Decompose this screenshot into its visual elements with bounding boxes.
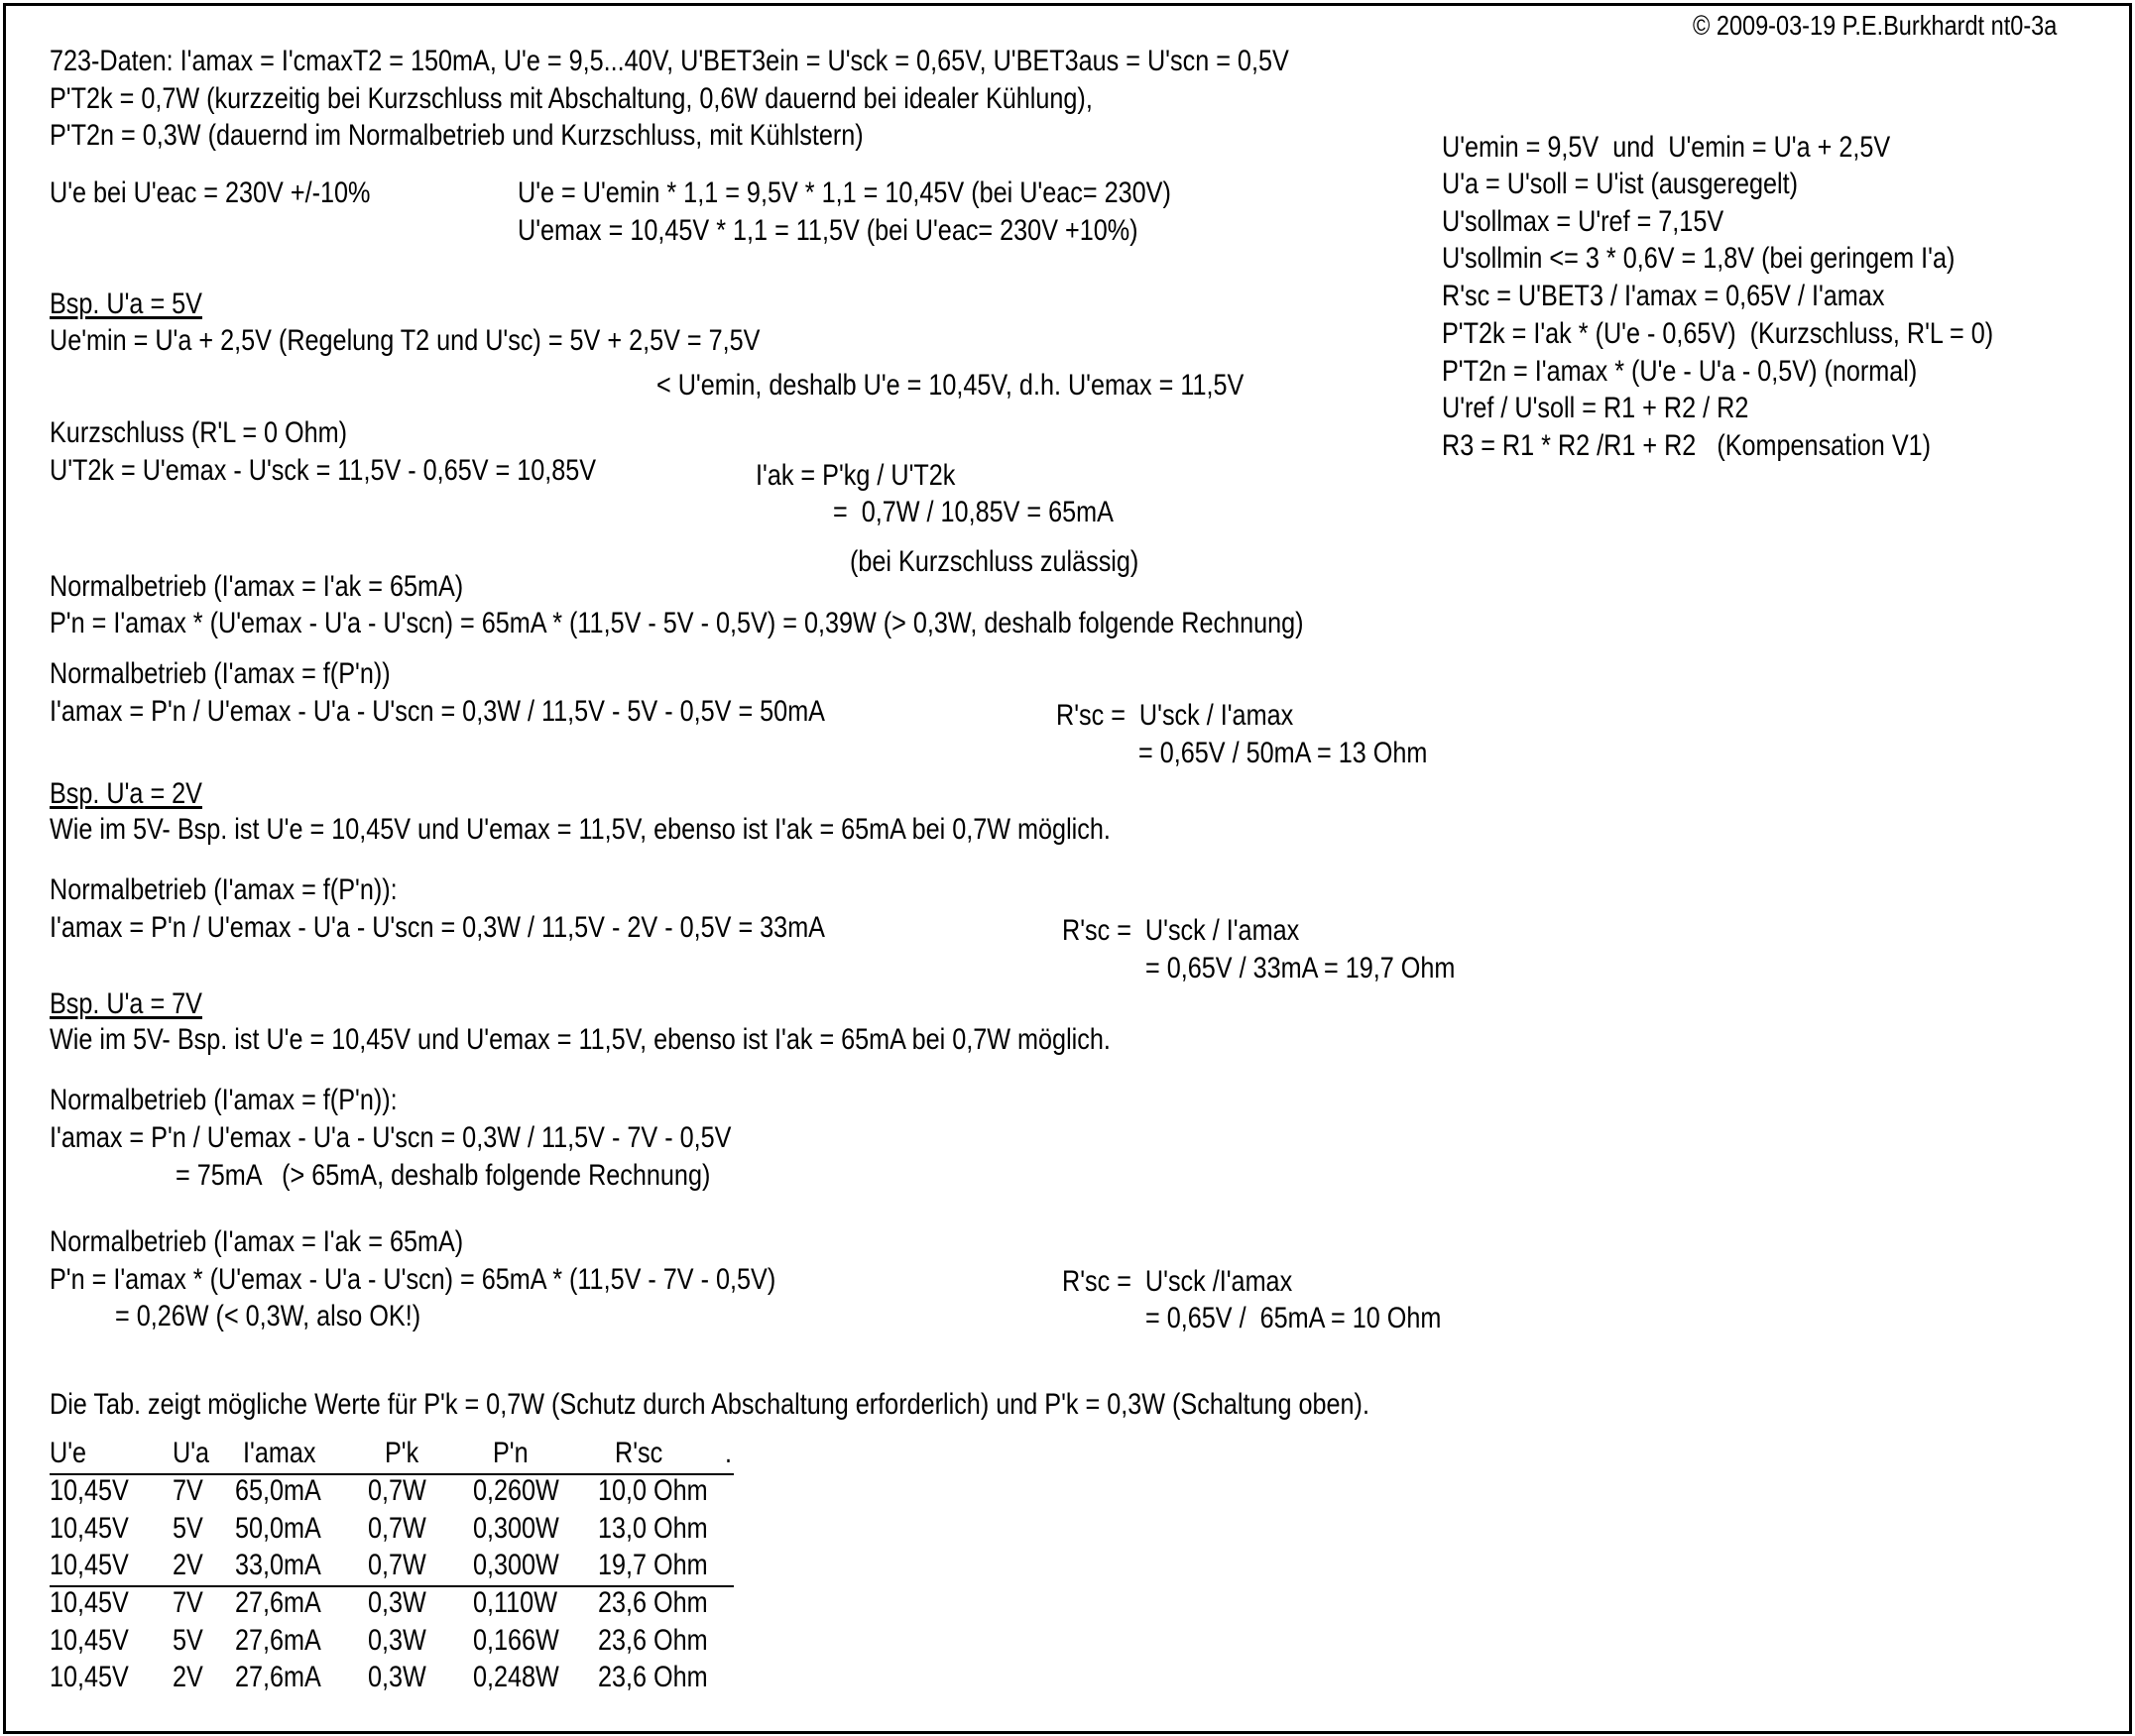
table-cell: 2V [173, 1549, 203, 1581]
table-header-cell: U'e [50, 1437, 87, 1469]
table-cell: 5V [173, 1624, 203, 1657]
ue-calc-label: U'e bei U'eac = 230V +/-10% [50, 176, 371, 209]
table-cell: 65,0mA [235, 1474, 321, 1507]
example-5v-normal1-heading: Normalbetrieb (I'amax = I'ak = 65mA) [50, 570, 464, 603]
table-cell: 0,300W [473, 1512, 559, 1545]
sidebar-line: U'sollmax = U'ref = 7,15V [1442, 205, 1724, 238]
table-header-cell: P'k [385, 1437, 419, 1469]
table-cell: 5V [173, 1512, 203, 1545]
ue-calc-line-1: U'e = U'emin * 1,1 = 9,5V * 1,1 = 10,45V (bei U'eac= 230V) [518, 176, 1171, 209]
table-cell: 0,3W [368, 1624, 426, 1657]
table-cell: 2V [173, 1661, 203, 1693]
example-5v-uemin-note: < U'emin, deshalb U'e = 10,45V, d.h. U'emax = 11,5V [656, 369, 1245, 402]
example-7v-rsc-1: R'sc = U'sck /I'amax [1062, 1265, 1293, 1298]
ue-calc-line-2: U'emax = 10,45V * 1,1 = 11,5V (bei U'eac= 230V +10%) [518, 214, 1138, 247]
example-7v-normal2-heading: Normalbetrieb (I'amax = I'ak = 65mA) [50, 1225, 464, 1258]
example-2v-heading: Bsp. U'a = 2V [50, 777, 202, 810]
example-2v-note: Wie im 5V- Bsp. ist U'e = 10,45V und U'emax = 11,5V, ebenso ist I'ak = 65mA bei 0,7W möglich. [50, 813, 1111, 846]
example-5v-normal2-heading: Normalbetrieb (I'amax = f(P'n)) [50, 657, 391, 690]
example-7v-normal1-heading: Normalbetrieb (I'amax = f(P'n)): [50, 1084, 398, 1116]
example-2v-rsc-1: R'sc = U'sck / I'amax [1062, 914, 1300, 947]
table-cell: 50,0mA [235, 1512, 321, 1545]
table-cell: 0,7W [368, 1474, 426, 1507]
table-cell: 0,3W [368, 1661, 426, 1693]
intro-line-1: 723-Daten: I'amax = I'cmaxT2 = 150mA, U'e = 9,5...40V, U'BET3ein = U'sck = 0,65V, U'BET3aus = U'scn = 0,5V [50, 45, 1289, 77]
example-7v-normal2-pn: P'n = I'amax * (U'emax - U'a - U'scn) = 65mA * (11,5V - 7V - 0,5V) [50, 1263, 776, 1296]
table-header-cell: I'amax [243, 1437, 316, 1469]
table-cell: 0,260W [473, 1474, 559, 1507]
example-5v-iak-1: I'ak = P'kg / U'T2k [756, 459, 956, 492]
example-5v-iak-3: (bei Kurzschluss zulässig) [850, 545, 1139, 578]
example-7v-normal1-result: = 75mA (> 65mA, deshalb folgende Rechnung) [176, 1159, 711, 1192]
table-cell: 23,6 Ohm [598, 1624, 708, 1657]
table-cell: 27,6mA [235, 1624, 321, 1657]
table-header-cell: R'sc [615, 1437, 663, 1469]
table-cell: 13,0 Ohm [598, 1512, 708, 1545]
example-5v-rsc-1: R'sc = U'sck / I'amax [1056, 699, 1294, 732]
intro-line-3: P'T2n = 0,3W (dauernd im Normalbetrieb und Kurzschluss, mit Kühlstern) [50, 119, 864, 152]
sidebar-line: U'ref / U'soll = R1 + R2 / R2 [1442, 392, 1749, 424]
table-cell: 0,7W [368, 1549, 426, 1581]
sidebar-line: U'sollmin <= 3 * 0,6V = 1,8V (bei geringem I'a) [1442, 242, 1956, 275]
example-5v-short-heading: Kurzschluss (R'L = 0 Ohm) [50, 416, 348, 449]
table-cell: 10,45V [50, 1624, 129, 1657]
table-cell: 27,6mA [235, 1661, 321, 1693]
table-cell: 0,166W [473, 1624, 559, 1657]
example-2v-iamax: I'amax = P'n / U'emax - U'a - U'scn = 0,3W / 11,5V - 2V - 0,5V = 33mA [50, 911, 825, 944]
table-cell: 0,3W [368, 1586, 426, 1619]
table-cell: 23,6 Ohm [598, 1586, 708, 1619]
example-7v-normal2-result: = 0,26W (< 0,3W, also OK!) [115, 1300, 421, 1332]
sidebar-line: R3 = R1 * R2 /R1 + R2 (Kompensation V1) [1442, 429, 1932, 462]
table-cell: 10,0 Ohm [598, 1474, 708, 1507]
example-5v-rsc-2: = 0,65V / 50mA = 13 Ohm [1138, 737, 1428, 769]
example-7v-heading: Bsp. U'a = 7V [50, 987, 202, 1020]
table-cell: 7V [173, 1586, 203, 1619]
example-5v-iak-2: = 0,7W / 10,85V = 65mA [833, 496, 1114, 528]
example-5v-heading: Bsp. U'a = 5V [50, 288, 202, 320]
intro-line-2: P'T2k = 0,7W (kurzzeitig bei Kurzschluss mit Abschaltung, 0,6W dauernd bei idealer Kühlung), [50, 82, 1093, 115]
table-cell: 19,7 Ohm [598, 1549, 708, 1581]
table-cell: 10,45V [50, 1549, 129, 1581]
table-cell: 0,7W [368, 1512, 426, 1545]
table-header-cell: . [725, 1437, 733, 1469]
example-5v-normal1-pn: P'n = I'amax * (U'emax - U'a - U'scn) = 65mA * (11,5V - 5V - 0,5V) = 0,39W (> 0,3W, deshalb folgende Rechnung) [50, 607, 1304, 639]
table-cell: 27,6mA [235, 1586, 321, 1619]
table-header-cell: U'a [173, 1437, 210, 1469]
example-2v-normal-heading: Normalbetrieb (I'amax = f(P'n)): [50, 873, 398, 906]
example-7v-rsc-2: = 0,65V / 65mA = 10 Ohm [1145, 1302, 1442, 1334]
table-cell: 33,0mA [235, 1549, 321, 1581]
copyright-notice: © 2009-03-19 P.E.Burkhardt nt0-3a [1693, 10, 2058, 41]
table-cell: 7V [173, 1474, 203, 1507]
example-7v-note: Wie im 5V- Bsp. ist U'e = 10,45V und U'emax = 11,5V, ebenso ist I'ak = 65mA bei 0,7W möglich. [50, 1023, 1111, 1056]
table-cell: 23,6 Ohm [598, 1661, 708, 1693]
table-cell: 0,300W [473, 1549, 559, 1581]
table-cell: 10,45V [50, 1474, 129, 1507]
example-7v-normal1-iamax: I'amax = P'n / U'emax - U'a - U'scn = 0,3W / 11,5V - 7V - 0,5V [50, 1121, 732, 1154]
sidebar-line: R'sc = U'BET3 / I'amax = 0,65V / I'amax [1442, 280, 1885, 312]
example-2v-rsc-2: = 0,65V / 33mA = 19,7 Ohm [1145, 952, 1456, 984]
example-5v-uemin: Ue'min = U'a + 2,5V (Regelung T2 und U'sc) = 5V + 2,5V = 7,5V [50, 324, 761, 357]
table-cell: 10,45V [50, 1661, 129, 1693]
sidebar-line: U'emin = 9,5V und U'emin = U'a + 2,5V [1442, 131, 1891, 164]
table-cell: 0,110W [473, 1586, 557, 1619]
table-cell: 10,45V [50, 1512, 129, 1545]
table-header-cell: P'n [493, 1437, 529, 1469]
example-5v-normal2-iamax: I'amax = P'n / U'emax - U'a - U'scn = 0,3W / 11,5V - 5V - 0,5V = 50mA [50, 695, 825, 728]
table-cell: 0,248W [473, 1661, 559, 1693]
sidebar-line: P'T2n = I'amax * (U'e - U'a - 0,5V) (normal) [1442, 355, 1918, 388]
sidebar-line: P'T2k = I'ak * (U'e - 0,65V) (Kurzschluss, R'L = 0) [1442, 317, 1994, 350]
example-5v-ut2k: U'T2k = U'emax - U'sck = 11,5V - 0,65V = 10,85V [50, 454, 597, 487]
table-cell: 10,45V [50, 1586, 129, 1619]
sidebar-line: U'a = U'soll = U'ist (ausgeregelt) [1442, 168, 1798, 200]
table-caption: Die Tab. zeigt mögliche Werte für P'k = 0,7W (Schutz durch Abschaltung erforderlich) und P'k = 0,3W (Schaltung oben). [50, 1388, 1369, 1421]
